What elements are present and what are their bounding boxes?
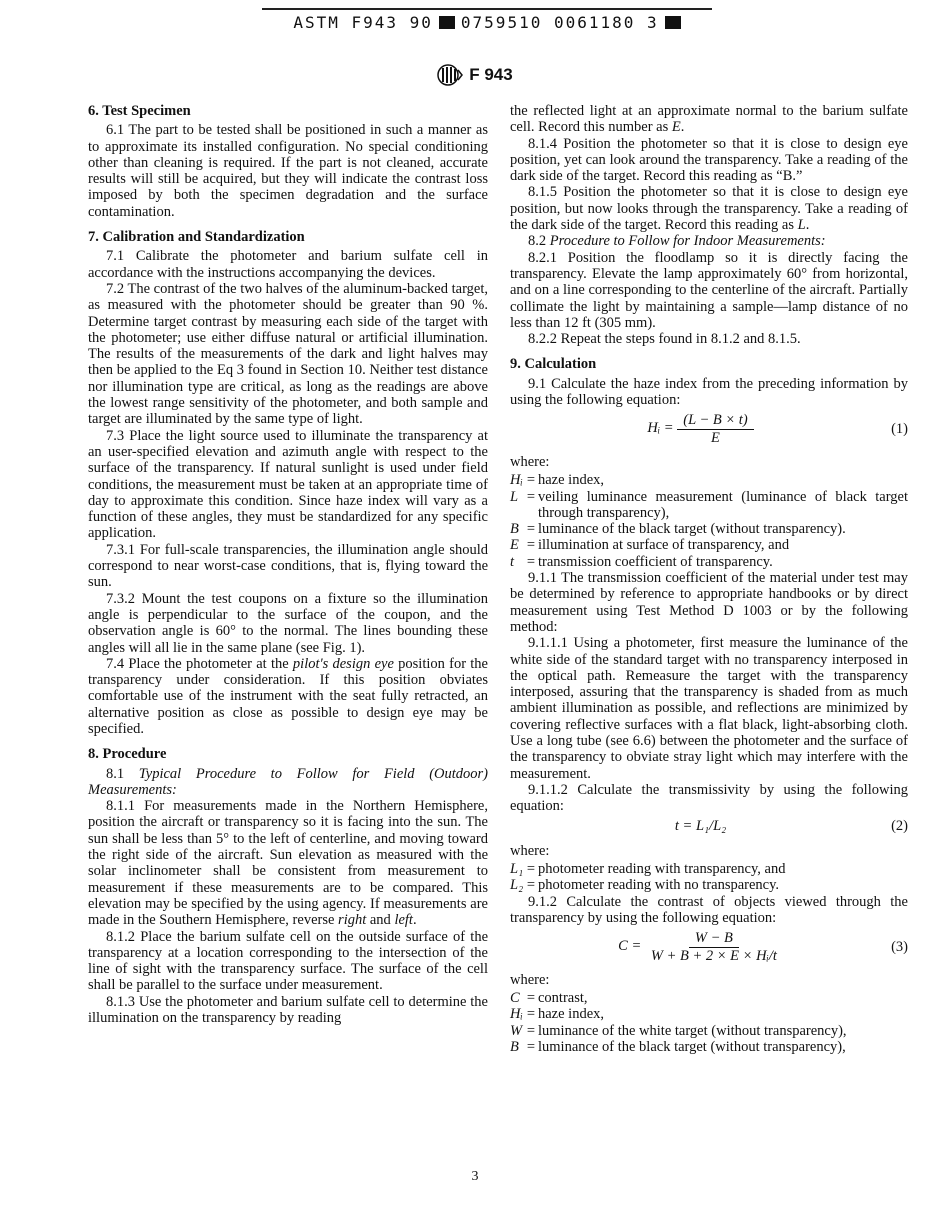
page-header	[0, 64, 950, 86]
paragraph: 7.4 Place the photometer at the pilot's design eye position for the transparency under consideration. If this position obviates comfortable use of the instrument with the seat fully retracted, an alternative position as close as possible to design eye may be specified.	[88, 655, 488, 737]
definition-text: contrast,	[538, 990, 588, 1007]
paragraph: 6.1 The part to be tested shall be positioned in such a manner as to approximate its installed configuration. No special conditioning other than cleaning is required. If the part is not cleaned, accurate results will still be acquired, but they will indicate the contrast loss imposed by both the specimen degradation and the surface contamination.	[88, 122, 488, 220]
section-heading: 8. Procedure	[88, 746, 167, 763]
equation-label: (2)	[891, 818, 908, 835]
paragraph: 8.1.3 Use the photometer and barium sulfate cell to determine the illumination on the transparency by reading	[88, 993, 488, 1027]
definition-symbol: L₂	[510, 877, 524, 894]
paragraph: 8.2.1 Position the floodlamp so it is directly facing the transparency. Elevate the lamp approximately 60° from horizontal, and on a line corresponding to the centerline of the aircraft. Partially collimate the light by maintaining a sample—lamp distance of no less than 12 ft (305 mm).	[510, 249, 908, 331]
paragraph: 9.1.1 The transmission coefficient of the material under test may be determined by reference to appropriate handbooks or by direct measurement using Test Method D 1003 or by the following method:	[510, 570, 908, 635]
definition-equals: =	[526, 1022, 536, 1039]
definition-equals: =	[526, 553, 536, 570]
paragraph: 8.1 Typical Procedure to Follow for Field (Outdoor) Measurements:	[88, 765, 489, 798]
left-column	[88, 103, 488, 1026]
where-label: where:	[510, 971, 550, 988]
paragraph: 7.3.1 For full-scale transparencies, the illumination angle should correspond to near worst-case conditions, that is, flying toward the sun.	[88, 541, 488, 591]
definition-item	[510, 554, 908, 570]
definition-item	[510, 877, 908, 893]
equation-1: Hᵢ = $\frac{(L - B \times t)}{E}$ (1)	[647, 412, 908, 446]
banner-text-1: ASTM F943 90	[293, 12, 433, 32]
page-number: 3	[471, 1169, 479, 1184]
definition-symbol: Hᵢ	[510, 1006, 523, 1023]
definition-item	[510, 1006, 908, 1022]
paragraph: 9.1.1.2 Calculate the transmissivity by using the following equation:	[510, 781, 908, 815]
definition-symbol: L₁	[510, 861, 524, 878]
definition-symbol: B	[510, 1039, 519, 1056]
paragraph: 8.1.1 For measurements made in the Northern Hemisphere, position the aircraft or transparency so it is facing into the sun. The sun shall be less than 5° to the left of centerline, and moving toward the right side of the aircraft. Sun elevation as measured with the solar inclinometer shall be consistent from measurement to measurement if these measurements are to be compared. This elevation may be specified by the using agency. If measurements are made in the Southern Hemisphere, reverse right and left.	[88, 798, 488, 929]
definition-text: luminance of the white target (without transparency),	[538, 1022, 847, 1039]
section-heading: 6. Test Specimen	[88, 103, 191, 119]
definition-symbol: t	[510, 553, 515, 570]
definition-item	[510, 489, 908, 522]
right-column	[510, 103, 908, 1055]
paragraph: 8.1.5 Position the photometer so that it is close to design eye position, but now looks through the transparency. Take a reading of the dark side of the target. Record this reading as L.	[510, 184, 908, 234]
definition-list	[510, 861, 908, 894]
definition-symbol: Hᵢ	[510, 472, 523, 489]
definition-item	[510, 1039, 908, 1055]
paragraph: 9.1.1.1 Using a photometer, first measure the luminance of the white side of the standard target with no transparency interposed in the optical path. Remeasure the target with the transparency interposed, assuring that the transparency is shaded from as much ambient illumination as possible, and reflections are minimized by covering reflective surfaces with a flat black, light-absorbing cloth. Use a long tube (see 6.6) between the photometer and the surface of the transparency to obviate stray light which may interfere with the measurement.	[510, 635, 908, 782]
definition-symbol: L	[510, 488, 519, 505]
definition-equals: =	[526, 877, 536, 894]
black-block-mark	[439, 16, 455, 29]
definition-text: veiling luminance measurement (luminance of black target through transparency),	[538, 488, 908, 521]
paragraph: 8.1.2 Place the barium sulfate cell on the outside surface of the transparency at a location corresponding to the intersection of the line of sight with the transparency surface. The surface of the cell shall be parallel to the surface under measurement.	[88, 928, 488, 994]
definition-item	[510, 861, 908, 877]
definition-equals: =	[526, 537, 536, 554]
top-banner	[262, 8, 712, 34]
definition-text: haze index,	[538, 472, 605, 489]
definition-equals: =	[526, 1006, 536, 1023]
definition-item	[510, 521, 908, 537]
paragraph: 9.1.2 Calculate the contrast of objects viewed through the transparency by using the following equation:	[510, 893, 908, 926]
paragraph: 7.3 Place the light source used to illuminate the transparency at an user-specified elevation and azimuth angle with respect to the surface of the transparency. If natural sunlight is used under field conditions, the measurement must be taken at an appropriate time of day to approximate this condition. Since haze index will vary as a function of these angles, they must be standardized for any specific application.	[88, 427, 488, 542]
definition-symbol: W	[510, 1022, 523, 1039]
definition-list	[510, 472, 908, 570]
paragraph: 9.1 Calculate the haze index from the preceding information by using the following equation:	[510, 375, 908, 409]
definition-symbol: B	[510, 521, 519, 538]
definition-text: photometer reading with transparency, and	[538, 861, 786, 878]
definition-text: transmission coefficient of transparency.	[538, 553, 773, 570]
banner-text-2: 0759510 0061180 3	[460, 12, 659, 32]
definition-item	[510, 537, 908, 553]
astm-logo-icon	[437, 64, 463, 86]
section-heading: 7. Calibration and Standardization	[88, 229, 305, 246]
definition-text: luminance of the black target (without transparency).	[538, 521, 846, 538]
definition-symbol: E	[510, 537, 519, 554]
paragraph: the reflected light at an approximate normal to the barium sulfate cell. Record this number as E.	[510, 103, 908, 136]
section-heading: 9. Calculation	[510, 356, 597, 373]
definition-list	[510, 990, 908, 1055]
paragraph: 7.1 Calibrate the photometer and barium sulfate cell in accordance with the instructions accompanying the devices.	[88, 248, 488, 281]
where-label: where:	[510, 453, 550, 470]
definition-equals: =	[526, 1039, 536, 1056]
equation-2: t = L₁/L₂ (2)	[674, 818, 908, 835]
definition-item	[510, 472, 908, 488]
equation-label: (3)	[891, 938, 908, 955]
definition-symbol: C	[510, 990, 520, 1007]
designation: F 943	[469, 65, 513, 84]
paragraph: 8.2.2 Repeat the steps found in 8.1.2 and 8.1.5.	[528, 331, 801, 348]
paragraph: 7.2 The contrast of the two halves of the aluminum-backed target, as measured with the photometer should be greater than 90 %. Determine target contrast by measuring each side of the target with the photometer; use either diffuse natural or artificial illumination. The results of the measurements of the dark and light halves may then be applied to the Eq 3 found in Section 10. Neither test distance nor illumination type are critical, as long as the readings are above the lowest range sensitivity of the photometer, and both sample and target are illuminated by the same type of light.	[88, 280, 488, 428]
definition-text: haze index,	[538, 1006, 605, 1023]
definition-equals: =	[526, 472, 536, 489]
definition-item	[510, 1023, 908, 1039]
definition-text: illumination at surface of transparency, and	[538, 537, 790, 554]
paragraph: 8.2 Procedure to Follow for Indoor Measurements:	[528, 233, 826, 250]
definition-item	[510, 990, 908, 1006]
black-block-mark	[665, 16, 681, 29]
definition-equals: =	[526, 488, 536, 505]
definition-text: luminance of the black target (without transparency),	[538, 1039, 846, 1056]
paragraph: 8.1.4 Position the photometer so that it is close to design eye position, yet can look around the transparency. Take a reading of the dark side of the target. Record this reading as “B.”	[510, 135, 908, 185]
definition-text: photometer reading with no transparency.	[538, 877, 780, 894]
equation-3: C = $\frac{W - B}{\text{W + B + 2 × E × Hᵢ/t}}$ (3)	[618, 930, 908, 964]
definition-equals: =	[526, 861, 536, 878]
definition-equals: =	[526, 990, 536, 1007]
paragraph: 7.3.2 Mount the test coupons on a fixture so the illumination angle is perpendicular to the surface of the coupon, and the observation angle is 60° to the normal. The lines bounding these angles will all lie in the same plane (see Fig. 1).	[88, 590, 488, 656]
equation-label: (1)	[891, 420, 908, 437]
where-label: where:	[510, 842, 550, 859]
definition-equals: =	[526, 521, 536, 538]
